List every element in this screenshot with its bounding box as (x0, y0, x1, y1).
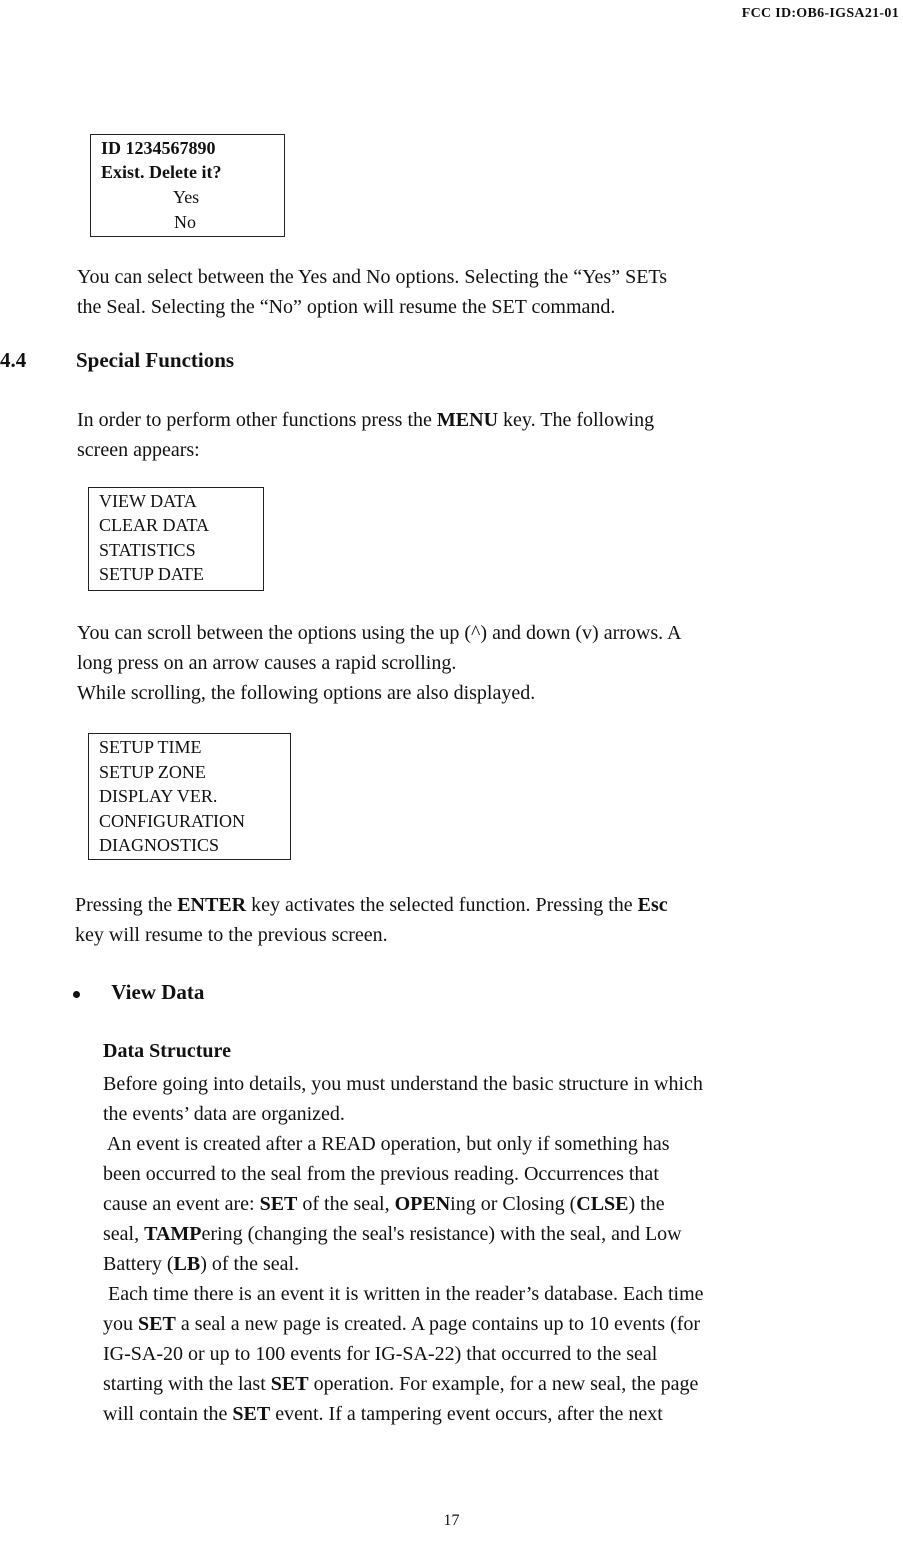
bullet-title: View Data (111, 980, 205, 1004)
menu-item: DISPLAY VER. (99, 786, 218, 806)
option-yes: Yes (173, 187, 200, 207)
menu-item: CONFIGURATION (99, 811, 246, 831)
data-structure-body (103, 1069, 704, 1429)
fcc-id-header: FCC ID:OB6-IGSA21-01 (741, 6, 899, 21)
text-line: screen appears: (77, 439, 200, 461)
menu-item: SETUP TIME (99, 737, 202, 757)
screen-id-line: ID 1234567890 (101, 138, 216, 158)
text-line: starting with the last SET operation. For example, for a new seal, the page (103, 1373, 699, 1395)
enter-esc-paragraph (75, 890, 668, 950)
menu-key: MENU (436, 409, 499, 431)
menu-item: VIEW DATA (99, 491, 197, 511)
text-line: key will resume to the previous screen. (75, 924, 388, 946)
menu-item: CLEAR DATA (99, 515, 210, 535)
text-line: Before going into details, you must understand the basic structure in which (103, 1073, 703, 1095)
section-title: Special Functions (76, 348, 235, 372)
text-line: Battery (LB) of the seal. (103, 1253, 300, 1275)
text-line: While scrolling, the following options are also displayed. (77, 682, 536, 704)
page-number: 17 (443, 1512, 460, 1529)
text-line: been occurred to the seal from the previous reading. Occurrences that (103, 1163, 659, 1185)
delete-confirm-screen (90, 134, 285, 237)
menu-item: STATISTICS (99, 540, 196, 560)
option-no: No (174, 212, 196, 232)
section-number: 4.4 (0, 348, 27, 372)
text-line: long press on an arrow causes a rapid scrolling. (77, 652, 457, 674)
bullet-icon (73, 991, 80, 998)
menu-intro-paragraph (77, 405, 654, 465)
text-line: Pressing the ENTER key activates the selected function. Pressing the Esc (75, 894, 668, 916)
text-line: seal, TAMPering (changing the seal's resistance) with the seal, and Low (103, 1223, 682, 1245)
menu-item: SETUP ZONE (99, 762, 206, 782)
esc-key: Esc (637, 894, 668, 916)
scroll-paragraph (77, 618, 681, 708)
yes-no-paragraph (77, 262, 667, 322)
text-line: IG-SA-20 or up to 100 events for IG-SA-22) that occurred to the seal (103, 1343, 658, 1365)
enter-key: ENTER (177, 894, 247, 916)
data-structure-title: Data Structure (103, 1040, 231, 1062)
text-line: the Seal. Selecting the “No” option will resume the SET command. (77, 296, 616, 318)
bullet-view-data (73, 980, 204, 1005)
screen-exist-line: Exist. Delete it? (101, 162, 222, 182)
text-line: You can scroll between the options using the up (^) and down (v) arrows. A (77, 622, 682, 644)
text-line: An event is created after a READ operation, but only if something has (103, 1133, 670, 1155)
text-line: You can select between the Yes and No options. Selecting the “Yes” SETs (77, 266, 668, 288)
text-line: the events’ data are organized. (103, 1103, 345, 1125)
text-line: In order to perform other functions press the MENU key. The following (77, 409, 655, 431)
menu-item: DIAGNOSTICS (99, 835, 220, 855)
text-line: Each time there is an event it is written in the reader’s database. Each time (103, 1283, 704, 1305)
text-line: will contain the SET event. If a tampering event occurs, after the next (103, 1403, 663, 1425)
menu-screen-1 (88, 487, 264, 591)
menu-item: SETUP DATE (99, 564, 204, 584)
text-line: cause an event are: SET of the seal, OPENing or Closing (CLSE) the (103, 1193, 665, 1215)
text-line: you SET a seal a new page is created. A page contains up to 10 events (for (103, 1313, 701, 1335)
menu-screen-2 (88, 733, 291, 860)
